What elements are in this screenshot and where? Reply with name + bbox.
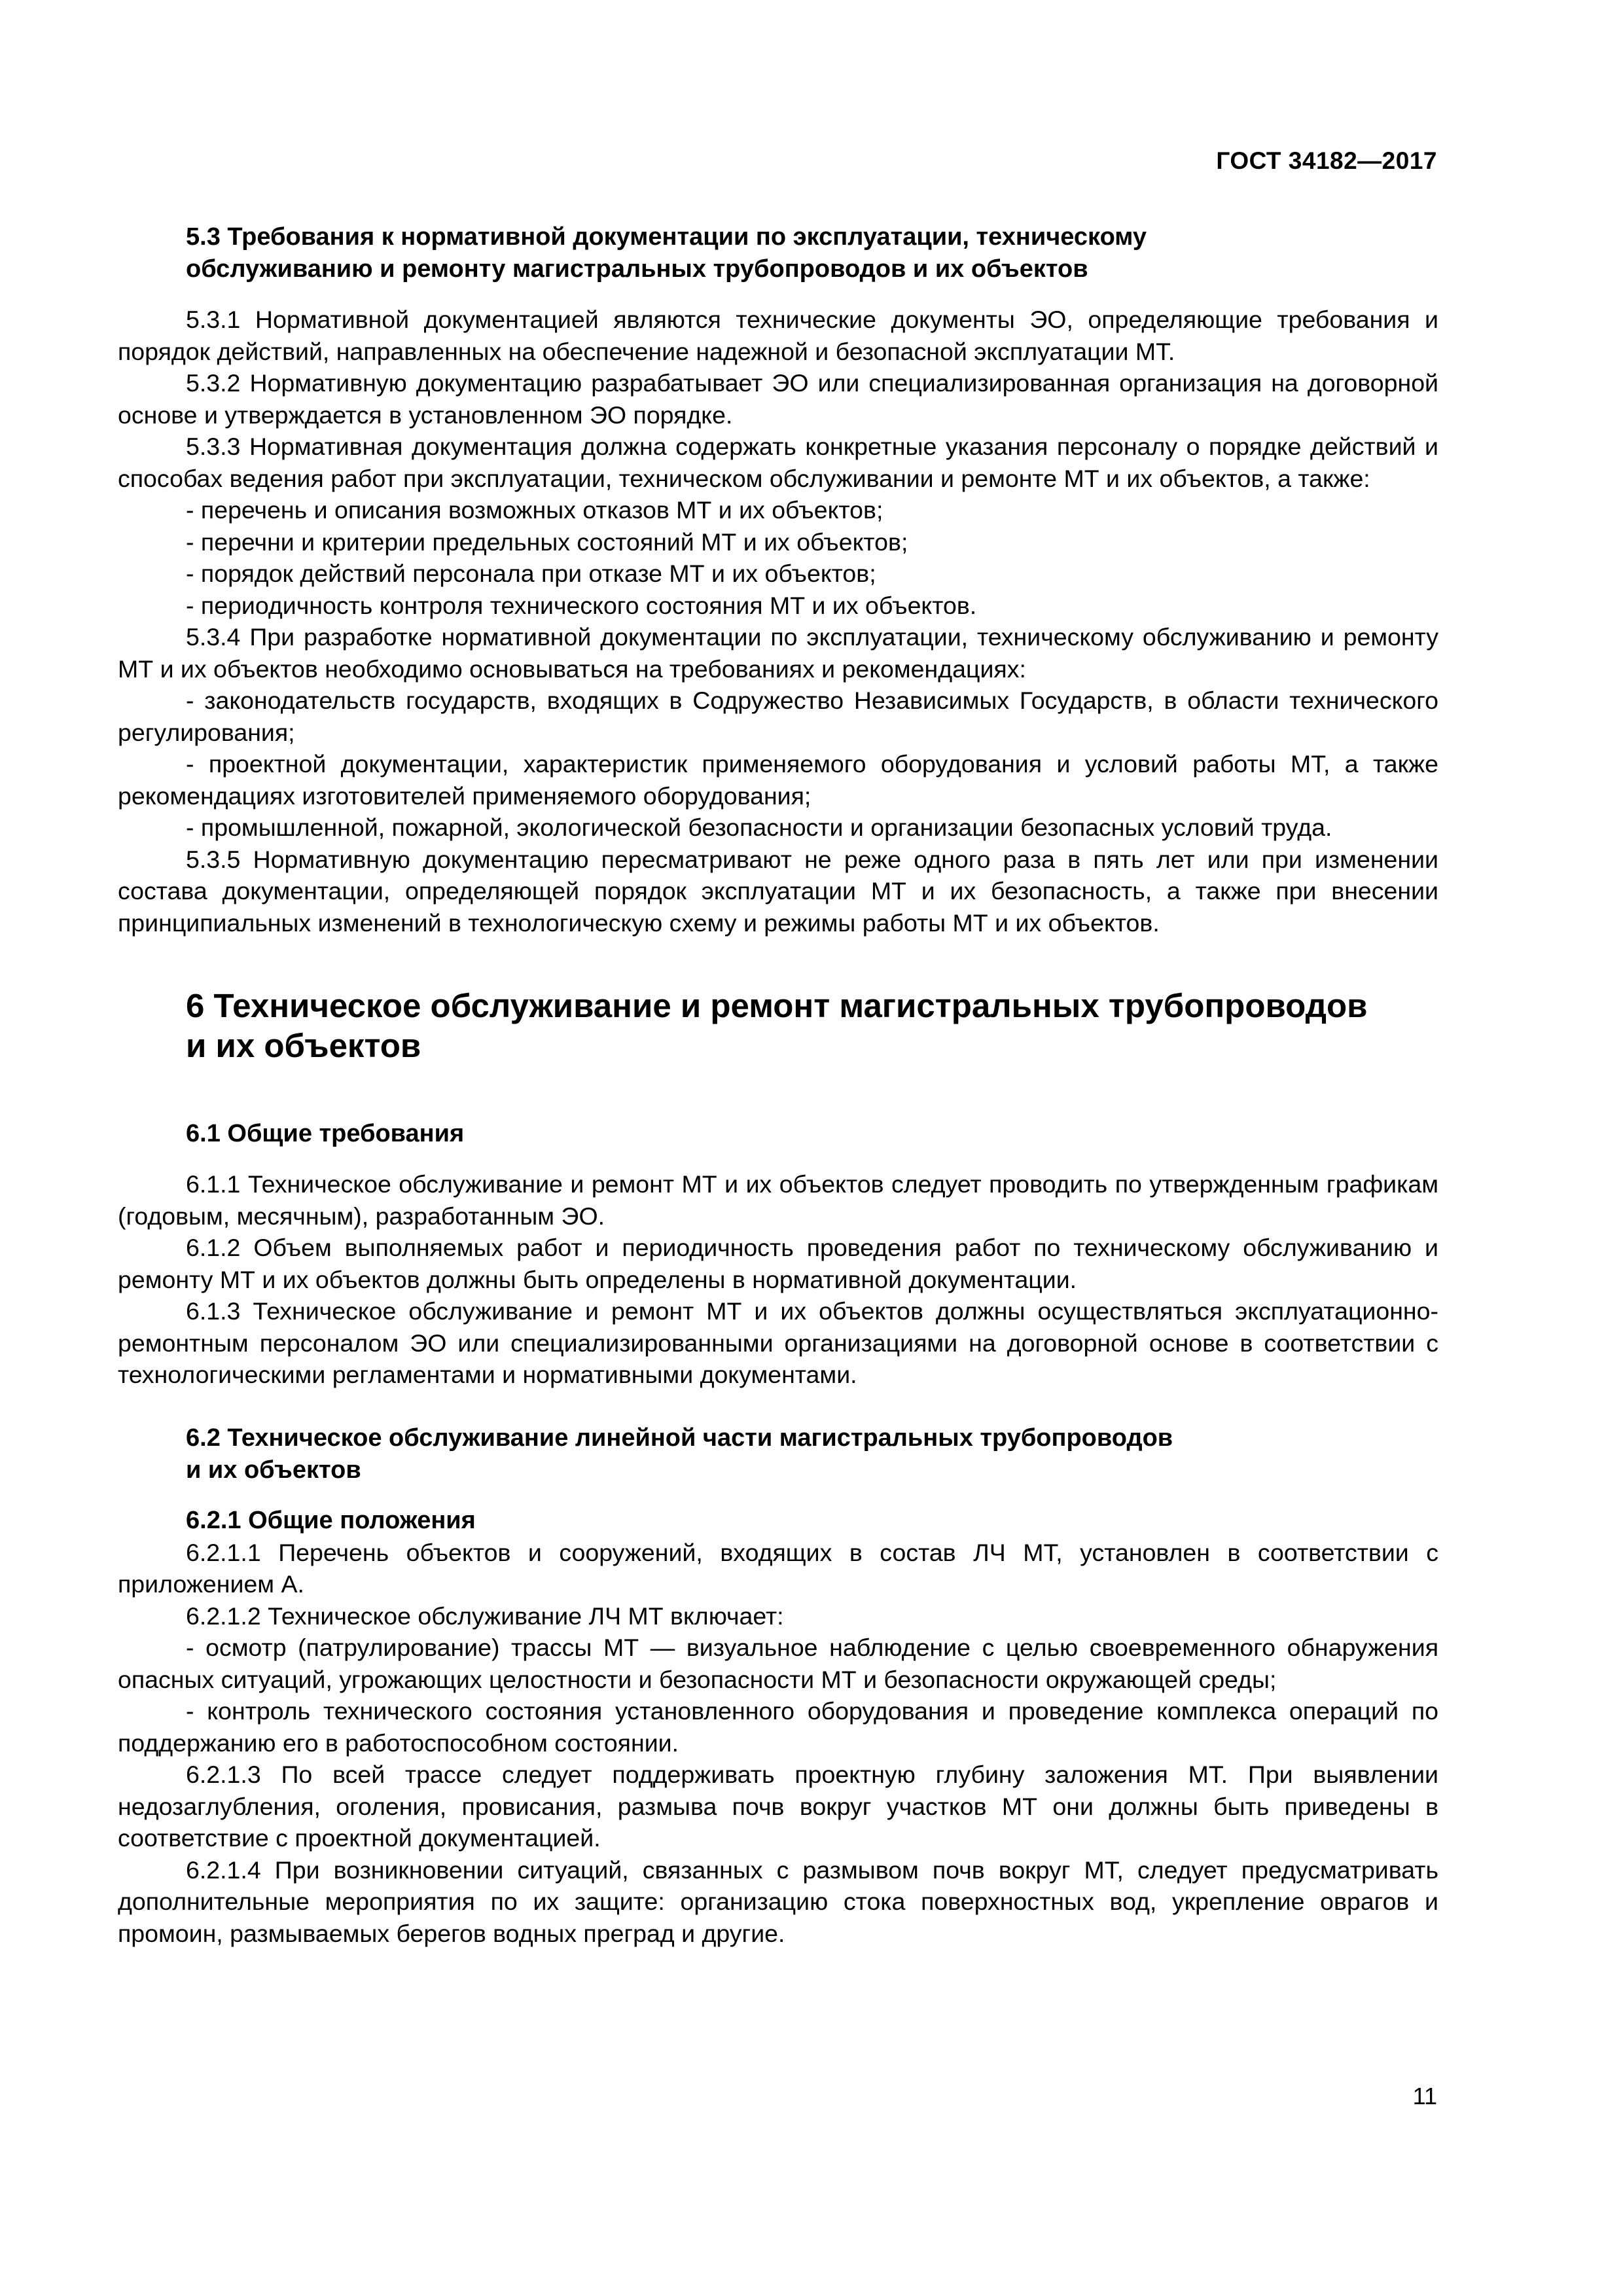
section-6-1-title: 6.1 Общие требования bbox=[186, 1120, 465, 1147]
document-body bbox=[118, 221, 1438, 1949]
paragraph-6-1-3: 6.1.3 Техническое обслуживание и ремонт МТ и их объектов должны осуществляться эксплуатационно-ремонтным персоналом ЭО или специализированными организациями на договорной основе в соответствии с технологическими регламентами и нормативными документами. bbox=[118, 1297, 1438, 1388]
paragraph-6-2-1-4: 6.2.1.4 При возникновении ситуаций, связанных с размывом почв вокруг МТ, следует предусматривать дополнительные мероприятия по их защите: организацию стока поверхностных вод, укрепление оврагов и промоин, размываемых берегов водных преград и другие. bbox=[118, 1856, 1438, 1947]
chapter-title-line: и их объектов bbox=[186, 1027, 421, 1064]
list-item: - законодательств государств, входящих в Содружество Независимых Государств, в области технического регулирования; bbox=[118, 687, 1438, 746]
list-item: - порядок действий персонала при отказе МТ и их объектов; bbox=[186, 560, 876, 587]
list-item: - перечни и критерии предельных состояний МТ и их объектов; bbox=[186, 528, 908, 556]
paragraph-5-3-4: 5.3.4 При разработке нормативной документации по эксплуатации, техническому обслуживанию и ремонту МТ и их объектов необходимо основываться на требованиях и рекомендациях: bbox=[118, 623, 1438, 683]
section-title-line: и их объектов bbox=[186, 1456, 361, 1484]
paragraph-5-3-3: 5.3.3 Нормативная документация должна содержать конкретные указания персоналу о порядке действий и способах ведения работ при эксплуатации, техническом обслуживании и ремонте МТ и их объектов, а также: bbox=[118, 433, 1438, 492]
section-5-3-title bbox=[118, 221, 1438, 285]
list-item: - промышленной, пожарной, экологической безопасности и организации безопасных условий труда. bbox=[186, 814, 1332, 841]
list-item: - периодичность контроля технического состояния МТ и их объектов. bbox=[186, 591, 977, 619]
section-title-line: 5.3 Требования к нормативной документации по эксплуатации, техническому bbox=[186, 223, 1147, 251]
page-number: 11 bbox=[1412, 2083, 1437, 2109]
document-standard-id: ГОСТ 34182—2017 bbox=[1216, 147, 1437, 174]
list-item: - контроль технического состояния установленного оборудования и проведение комплекса операций по поддержанию его в работоспособном состоянии. bbox=[118, 1697, 1438, 1757]
list-item: - проектной документации, характеристик применяемого оборудования и условий работы МТ, а также рекомендациях изготовителей применяемого оборудования; bbox=[118, 750, 1438, 810]
section-title-line: обслуживанию и ремонту магистральных трубопроводов и их объектов bbox=[186, 255, 1088, 283]
paragraph-6-2-1-3: 6.2.1.3 По всей трассе следует поддерживать проектную глубину заложения МТ. При выявлении недозаглубления, оголения, провисания, размыва почв вокруг участков МТ они должны быть приведены в соответствие с проектной документацией. bbox=[118, 1761, 1438, 1852]
paragraph-5-3-5: 5.3.5 Нормативную документацию пересматривают не реже одного раза в пять лет или при изменении состава документации, определяющей порядок эксплуатации МТ и их безопасность, а также при внесении принципиальных изменений в технологическую схему и режимы работы МТ и их объектов. bbox=[118, 845, 1438, 937]
paragraph-6-2-1-2: 6.2.1.2 Техническое обслуживание ЛЧ МТ включает: bbox=[186, 1602, 784, 1630]
paragraph-6-2-1-1: 6.2.1.1 Перечень объектов и сооружений, входящих в состав ЛЧ МТ, установлен в соответствии с приложением А. bbox=[118, 1538, 1438, 1598]
section-6-2-title bbox=[118, 1422, 1438, 1486]
paragraph-5-3-1: 5.3.1 Нормативной документацией являются технические документы ЭО, определяющие требования и порядок действий, направленных на обеспечение надежной и безопасной эксплуатации МТ. bbox=[118, 306, 1438, 365]
subsection-6-2-1-title: 6.2.1 Общие положения bbox=[186, 1506, 476, 1534]
paragraph-6-1-1: 6.1.1 Техническое обслуживание и ремонт МТ и их объектов следует проводить по утвержденным графикам (годовым, месячным), разработанным ЭО. bbox=[118, 1170, 1438, 1230]
section-6-title bbox=[118, 986, 1438, 1066]
list-item: - перечень и описания возможных отказов МТ и их объектов; bbox=[186, 496, 883, 524]
paragraph-6-1-2: 6.1.2 Объем выполняемых работ и периодичность проведения работ по техническому обслуживанию и ремонту МТ и их объектов должны быть определены в нормативной документации. bbox=[118, 1234, 1438, 1293]
section-title-line: 6.2 Техническое обслуживание линейной части магистральных трубопроводов bbox=[186, 1424, 1173, 1452]
paragraph-5-3-2: 5.3.2 Нормативную документацию разрабатывает ЭО или специализированная организация на договорной основе и утверждается в установленном ЭО порядке. bbox=[118, 369, 1438, 429]
list-item: - осмотр (патрулирование) трассы МТ — визуальное наблюдение с целью своевременного обнаружения опасных ситуаций, угрожающих целостности и безопасности МТ и безопасности окружающей среды; bbox=[118, 1634, 1438, 1693]
chapter-title-line: 6 Техническое обслуживание и ремонт магистральных трубопроводов bbox=[186, 987, 1368, 1024]
